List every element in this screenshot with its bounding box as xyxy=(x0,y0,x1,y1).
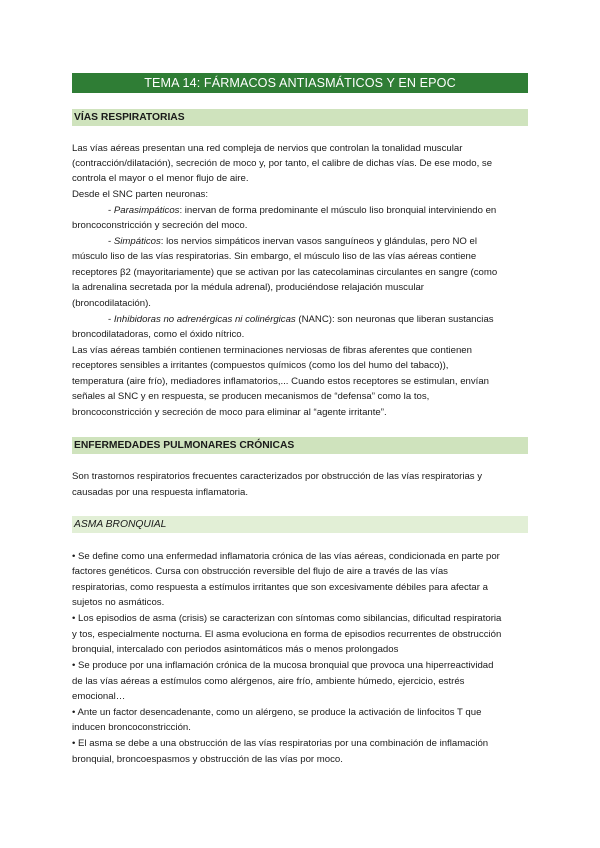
section-heading-vias-respiratorias: VÍAS RESPIRATORIAS xyxy=(72,109,528,126)
paragraph-line: • Se define como una enfermedad inflamatoria crónica de las vías aéreas, condicionada en parte por xyxy=(72,551,500,562)
paragraph-line: la adrenalina secretada por la médula adrenal), produciéndose relajación muscular xyxy=(72,282,424,293)
definition: : inervan de forma predominante el músculo liso bronquial interviniendo en xyxy=(179,205,497,216)
paragraph-line: de las vías aéreas a estímulos como alérgenos, aire frío, ambiente húmedo, ejercicio, estrés xyxy=(72,676,465,687)
paragraph-line: factores genéticos. Cursa con obstrucción reversible del flujo de aire a través de las vías xyxy=(72,566,448,577)
subsection-heading-asma: ASMA BRONQUIAL xyxy=(72,516,528,533)
paragraph-line: Son trastornos respiratorios frecuentes caracterizados por obstrucción de las vías respiratorias y xyxy=(72,471,483,482)
paragraph-line: receptores β2 (mayoritariamente) que se activan por las catecolaminas circulantes en sangre (como xyxy=(72,267,498,278)
paragraph-line: y tos, especialmente nocturna. El asma evoluciona en forma de episodios recurrentes de obstrucción xyxy=(72,629,502,640)
paragraph-line: inducen broncoconstricción. xyxy=(72,722,191,733)
paragraph-line: bronquial, broncoespasmos y obstrucción de las vías por moco. xyxy=(72,754,343,765)
list-item-parasimpaticos xyxy=(108,203,568,218)
paragraph-line: sujetos no asmáticos. xyxy=(72,597,165,608)
paragraph-line: Las vías aéreas también contienen terminaciones nerviosas de fibras aferentes que contienen xyxy=(72,345,472,356)
definition: : los nervios simpáticos inervan vasos sanguíneos y glándulas, pero NO el xyxy=(160,236,478,247)
paragraph-line: bronquial, intercalado con periodos asintomáticos más o menos prolongados xyxy=(72,644,399,655)
list-item-simpaticos xyxy=(108,234,568,249)
paragraph-line: broncoconstricción y secreción de moco para eliminar al “agente irritante”. xyxy=(72,407,387,418)
paragraph-line: • Se produce por una inflamación crónica de la mucosa bronquial que provoca una hiperreactividad xyxy=(72,660,494,671)
list-item-nanc xyxy=(108,312,568,327)
paragraph-line: músculo liso de las vías respiratorias. Sin embargo, el músculo liso de las vías aéreas contiene xyxy=(72,251,477,262)
paragraph-line: respiratorias, como respuesta a estímulos irritantes que son excesivamente débiles para afectar a xyxy=(72,582,488,593)
section-heading-enfermedades: ENFERMEDADES PULMONARES CRÓNICAS xyxy=(72,437,528,454)
paragraph-line: • Ante un factor desencadenante, como un alérgeno, se produce la activación de linfocitos T que xyxy=(72,707,482,718)
paragraph-line: broncoconstricción y secreción del moco. xyxy=(72,220,248,231)
paragraph-line: • Los episodios de asma (crisis) se caracterizan con síntomas como sibilancias, dificultad respiratoria xyxy=(72,613,502,624)
bullet-prefix: - xyxy=(108,236,114,247)
paragraph-line: (contracción/dilatación), secreción de moco y, por tanto, el calibre de dichas vías. De ese modo, se xyxy=(72,158,493,169)
paragraph-line: receptores sensibles a irritantes (compuestos químicos (como los del humo del tabaco)), xyxy=(72,360,449,371)
page-title: TEMA 14: FÁRMACOS ANTIASMÁTICOS Y EN EPOC xyxy=(72,73,528,93)
bullet-prefix: - xyxy=(108,314,114,325)
term: Inhibidoras no adrenérgicas ni colinérgicas xyxy=(113,314,296,325)
paragraph-line: controla el mayor o el menor flujo de aire. xyxy=(72,173,249,184)
term: Simpáticos xyxy=(113,236,161,247)
paragraph-line: temperatura (aire frío), mediadores inflamatorios,... Cuando estos receptores se estimulan, envían xyxy=(72,376,489,387)
bullet-prefix: - xyxy=(108,205,114,216)
paragraph-line: broncodilatadoras, como el óxido nítrico. xyxy=(72,329,245,340)
paragraph-line: Desde el SNC parten neuronas: xyxy=(72,189,208,200)
paragraph-line: Las vías aéreas presentan una red compleja de nervios que controlan la tonalidad muscular xyxy=(72,143,463,154)
definition: (NANC): son neuronas que liberan sustancias xyxy=(295,314,494,325)
paragraph-line: señales al SNC y en respuesta, se producen mecanismos de “defensa” como la tos, xyxy=(72,391,430,402)
term: Parasimpáticos xyxy=(113,205,180,216)
paragraph-line: (broncodilatación). xyxy=(72,298,151,309)
paragraph-line: emocional… xyxy=(72,691,126,702)
paragraph-line: causadas por una respuesta inflamatoria. xyxy=(72,487,248,498)
paragraph-line: • El asma se debe a una obstrucción de las vías respiratorias por una combinación de inflamación xyxy=(72,738,489,749)
